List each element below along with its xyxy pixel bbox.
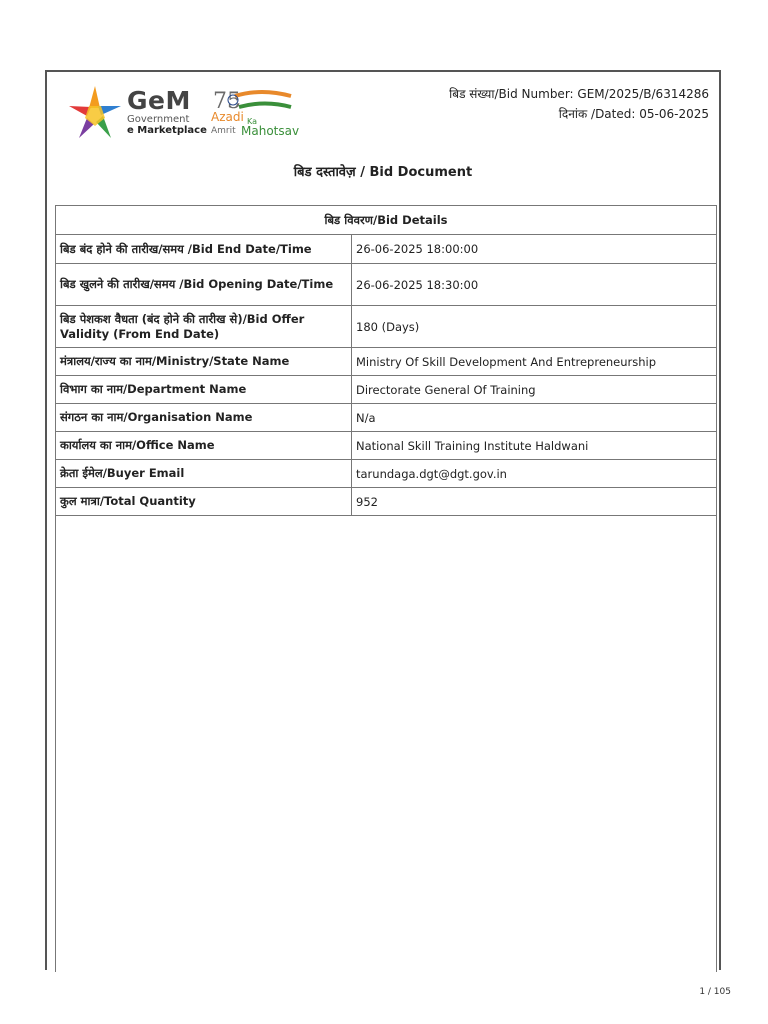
row-value: 952 — [352, 488, 717, 516]
bid-number: GEM/2025/B/6314286 — [577, 87, 709, 101]
row-value: 180 (Days) — [352, 306, 717, 348]
table-row — [56, 404, 717, 432]
row-label: विभाग का नाम/Department Name — [56, 376, 352, 404]
table-row — [56, 432, 717, 460]
page-number: 1 / 105 — [699, 987, 731, 997]
gem-name: GeM — [127, 86, 191, 115]
table-row — [56, 348, 717, 376]
azadi-line-3: Mahotsav — [241, 124, 300, 138]
bid-details-table — [55, 205, 717, 516]
document-page — [45, 70, 721, 970]
logo-area — [65, 82, 365, 142]
table-row — [56, 306, 717, 348]
row-value: Directorate General Of Training — [352, 376, 717, 404]
row-label: कुल मात्रा/Total Quantity — [56, 488, 352, 516]
row-value: N/a — [352, 404, 717, 432]
blank-content-area — [55, 516, 717, 972]
row-value: Ministry Of Skill Development And Entrepreneurship — [352, 348, 717, 376]
azadi-ka: Ka — [247, 117, 258, 126]
row-value: National Skill Training Institute Haldwani — [352, 432, 717, 460]
row-label: बिड खुलने की तारीख/समय /Bid Opening Date/Time — [56, 264, 352, 306]
table-row — [56, 460, 717, 488]
row-label: क्रेता ईमेल/Buyer Email — [56, 460, 352, 488]
page-title: बिड दस्तावेज़ / Bid Document — [293, 165, 473, 180]
azadi-line-1: Azadi — [211, 110, 244, 124]
table-row — [56, 235, 717, 264]
row-label: संगठन का नाम/Organisation Name — [56, 404, 352, 432]
gem-line-2: e Marketplace — [127, 125, 207, 136]
bid-meta — [449, 84, 709, 124]
row-label: मंत्रालय/राज्य का नाम/Ministry/State Name — [56, 348, 352, 376]
azadi-ka-amrit-mahotsav-logo — [211, 86, 321, 140]
table-row — [56, 264, 717, 306]
row-value: tarundaga.dgt@dgt.gov.in — [352, 460, 717, 488]
bid-details-heading: बिड विवरण/Bid Details — [56, 206, 717, 235]
row-label: कार्यालय का नाम/Office Name — [56, 432, 352, 460]
azadi-line-2: Amrit — [211, 126, 236, 136]
row-value: 26-06-2025 18:30:00 — [352, 264, 717, 306]
gem-wordmark — [127, 88, 207, 137]
bid-number-label: बिड संख्या/Bid Number: — [449, 87, 574, 101]
row-label: बिड पेशकश वैधता (बंद होने की तारीख से)/Bid Offer Validity (From End Date) — [56, 306, 352, 348]
table-row — [56, 376, 717, 404]
dated-label: दिनांक /Dated: — [558, 107, 636, 121]
gem-star-logo-icon — [65, 82, 125, 142]
gem-line-1: Government — [127, 114, 190, 125]
dated: 05-06-2025 — [639, 107, 709, 121]
row-value: 26-06-2025 18:00:00 — [352, 235, 717, 264]
table-row — [56, 488, 717, 516]
azadi-number: 75 — [213, 89, 241, 114]
row-label: बिड बंद होने की तारीख/समय /Bid End Date/Time — [56, 235, 352, 264]
